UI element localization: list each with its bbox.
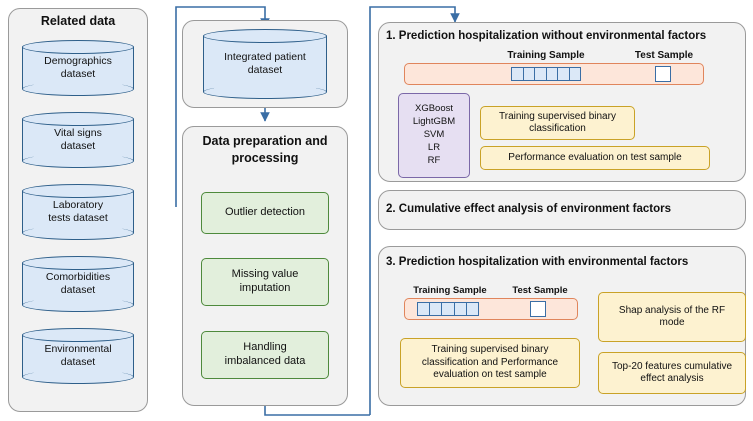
section-3-top20-box: [598, 352, 746, 394]
integrated-label-line2: dataset: [247, 64, 283, 76]
model-list-box: [398, 93, 470, 178]
section-3-training-sample-label: Training Sample: [413, 285, 487, 296]
training-box-line2: classification: [529, 123, 586, 134]
shap-line2: mode: [659, 317, 685, 328]
section-3-training-sample-grid: [417, 302, 479, 316]
sample-cell: [656, 67, 670, 81]
evaluation-box-label: Performance evaluation on test sample: [508, 151, 682, 163]
sample-cell: [547, 68, 559, 80]
train-eval-line1: Training supervised binary: [431, 344, 549, 356]
shap-line1: Shap analysis of the RF: [618, 304, 726, 316]
model-item-svm: SVM: [423, 129, 445, 141]
step-label-line2: imputation: [239, 282, 291, 294]
section-3-training-evaluation-box: [400, 338, 580, 388]
train-eval-line2: classification and Performance: [421, 356, 559, 368]
step-missing-value-imputation: [201, 258, 329, 306]
section-1-training-box: [480, 106, 635, 140]
section-1-evaluation-box: [480, 146, 710, 170]
top20-line1: Top-20 features cumulative: [611, 360, 733, 372]
dataset-label-line1: Laboratory: [52, 199, 104, 212]
sample-cell: [430, 303, 442, 315]
section-1-title: 1. Prediction hospitalization without environmental factors: [386, 30, 707, 42]
sample-cell: [524, 68, 536, 80]
dataset-label-line2: dataset: [60, 356, 96, 368]
dataset-label: [22, 328, 134, 384]
dataset-label: [22, 256, 134, 312]
dataset-comorbidities: [22, 256, 134, 312]
dataset-label-line2: dataset: [60, 68, 96, 80]
integrated-patient-dataset: [203, 29, 327, 99]
sample-cell: [512, 68, 524, 80]
step-label: Outlier detection: [224, 206, 306, 219]
step-label-line1: Missing value: [231, 268, 299, 281]
train-eval-line3: evaluation on test sample: [433, 369, 547, 381]
step-handling-imbalanced-data: [201, 331, 329, 379]
section-3-shap-box: [598, 292, 746, 342]
sample-cell: [467, 303, 478, 315]
step-outlier-detection: [201, 192, 329, 234]
top20-line2: effect analysis: [640, 373, 704, 384]
prep-title-line2: processing: [231, 150, 299, 165]
section-3-title: 3. Prediction hospitalization with environmental factors: [386, 256, 689, 268]
sample-cell: [558, 68, 570, 80]
section-1-training-sample-grid: [511, 67, 581, 81]
dataset-label: [22, 40, 134, 96]
dataset-label-line1: Demographics: [44, 55, 112, 68]
related-data-title: Related data: [40, 14, 116, 28]
step-label-line2: imbalanced data: [224, 355, 306, 367]
section-1-training-sample-label: Training Sample: [507, 50, 585, 61]
integrated-dataset-label: [203, 29, 327, 99]
section-3-test-sample-label: Test Sample: [512, 285, 568, 296]
step-label-line1: Handling: [243, 341, 287, 354]
training-box-line1: Training supervised binary: [499, 110, 616, 122]
dataset-label-line1: Vital signs: [54, 127, 102, 140]
dataset-label-line2: tests dataset: [48, 212, 108, 224]
model-item-lightgbm: LightGBM: [412, 116, 456, 128]
section-1-test-sample-grid: [655, 66, 671, 82]
sample-cell: [570, 68, 581, 80]
dataset-label: [22, 184, 134, 240]
dataset-laboratory-tests: [22, 184, 134, 240]
model-item-xgboost: XGBoost: [414, 103, 454, 115]
dataset-label-line2: dataset: [60, 140, 96, 152]
section-1-test-sample-label: Test Sample: [634, 50, 694, 61]
section-2-title: 2. Cumulative effect analysis of environment factors: [386, 203, 672, 215]
sample-cell: [531, 302, 545, 316]
dataset-label-line2: dataset: [60, 284, 96, 296]
data-preparation-title: [182, 133, 348, 167]
dataset-label-line1: Comorbidities: [45, 271, 111, 284]
dataset-vital-signs: [22, 112, 134, 168]
model-item-rf: RF: [427, 154, 441, 166]
sample-cell: [455, 303, 467, 315]
sample-cell: [418, 303, 430, 315]
dataset-label-line1: Environmental: [44, 343, 112, 356]
section-3-test-sample-grid: [530, 301, 546, 317]
dataset-environmental: [22, 328, 134, 384]
sample-cell: [535, 68, 547, 80]
dataset-label: [22, 112, 134, 168]
dataset-demographics: [22, 40, 134, 96]
prep-title-line1: Data preparation and: [202, 134, 328, 148]
model-item-lr: LR: [427, 141, 441, 153]
integrated-label-line1: Integrated patient: [224, 51, 306, 64]
sample-cell: [442, 303, 454, 315]
